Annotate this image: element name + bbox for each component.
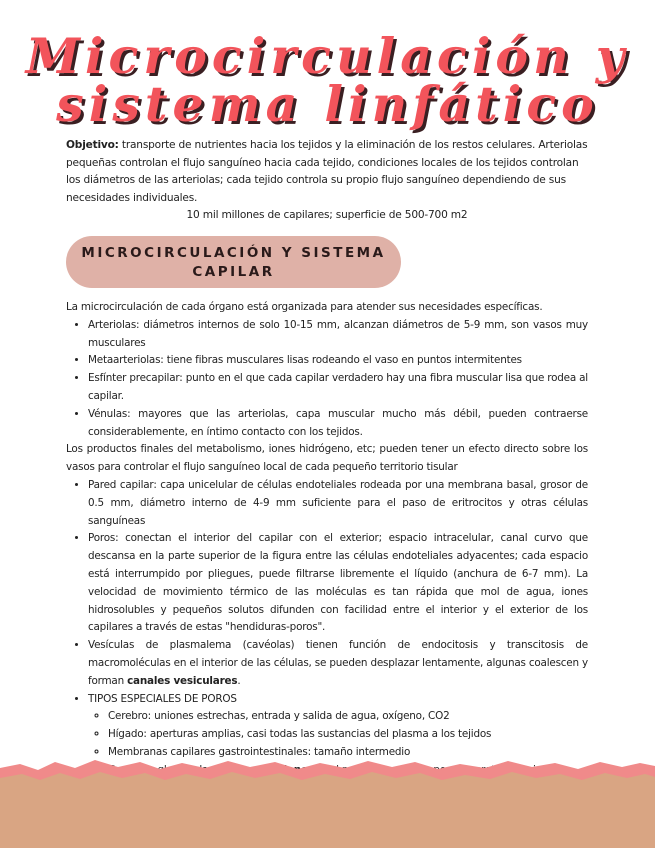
objetivo-paragraph (66, 137, 588, 207)
vesiculas-end: . (237, 674, 241, 687)
title-line-1: Microcirculación y (25, 27, 630, 85)
microcirculation-paragraph: La microcirculación de cada órgano está organizada para atender sus necesidades específicas. (66, 301, 543, 313)
torn-paper-footer (0, 750, 655, 848)
list-item: • Metaarteriolas: tiene fibras musculares lisas rodeando el vaso en puntos intermitentes (88, 352, 588, 370)
list-item-pared: • Pared capilar: capa unicelular de células endoteliales rodeada por una membrana basal, grosor de 0.5 mm, diámetro interno de 4-9 mm suficiente para el paso de eritrocitos y otras células sanguíneas (88, 477, 588, 530)
list-item: • Esfínter precapilar: punto en el que cada capilar verdadero hay una fibra muscular lisa que rodea al capilar. (88, 370, 588, 406)
vesiculas-text: Vesículas de plasmalema (cavéolas) tienen función de endocitosis y transcitosis de macromoléculas en el interior de las células, se pueden desplazar lentamente, algunas coalescen y forman (88, 639, 588, 687)
metabolism-paragraph: Los productos finales del metabolismo, iones hidrógeno, etc; pueden tener un efecto directo sobre los vasos para controlar el flujo sanguíneo local de cada pequeño territorio tisular (66, 443, 588, 474)
objetivo-label: Objetivo: (66, 139, 119, 151)
sub-item-cerebro: ◦ Cerebro: uniones estrechas, entrada y salida de agua, oxígeno, CO2 (108, 708, 588, 726)
capillary-list (66, 477, 588, 780)
tipos-label: TIPOS ESPECIALES DE POROS (88, 692, 237, 705)
title-line-2: sistema linfático (56, 75, 599, 133)
torn-paper-fill (0, 772, 655, 848)
sub-item-membranas: ◦ Membranas capilares gastrointestinales: tamaño intermedio (108, 744, 588, 762)
intro-block (66, 137, 588, 225)
vesiculas-bold: canales vesiculares (127, 674, 238, 687)
vessel-list (66, 317, 588, 442)
list-item: • Vénulas: mayores que las arteriolas, capa muscular mucho más débil, pueden contraerse considerablemente, en íntimo contacto con los tejidos. (88, 406, 588, 442)
body-content (66, 299, 588, 780)
objetivo-text: transporte de nutrientes hacia los tejidos y la eliminación de los restos celulares. Arteriolas pequeñas controlan el flujo sanguíneo hacia cada tejido, condiciones locales de los tejidos controlan los diámetros de las arteriolas; cada tejido controla su propio flujo sanguíneo dependiendo de sus necesidades individuales. (66, 139, 588, 204)
list-item-poros: • Poros: conectan el interior del capilar con el exterior; espacio intracelular, canal curvo que descansa en la parte superior de la figura entre las células endoteliales adyacentes; cada espacio está interrumpido por pliegues, puede filtrarse libremente el líquido (anchura de 6-7 mm). La velocidad de movimiento térmico de las moléculas es tan rápida que mol de agua, iones hidrosolubles y pequeños solutos difunden con facilidad entre el interior y el exterior de los capilares a través de estas "hendiduras-poros". (88, 530, 588, 637)
capilares-stat: 10 mil millones de capilares; superficie de 500-700 m2 (186, 209, 468, 221)
section-heading: MICROCIRCULACIÓN Y SISTEMA CAPILAR (81, 245, 386, 280)
sub-item-higado: ◦ Hígado: aperturas amplias, casi todas las sustancias del plasma a los tejidos (108, 726, 588, 744)
list-item: • Arteriolas: diámetros internos de solo 10-15 mm, alcanzan diámetros de 5-9 mm, son vasos muy musculares (88, 317, 588, 353)
list-item-vesiculas (88, 637, 588, 690)
